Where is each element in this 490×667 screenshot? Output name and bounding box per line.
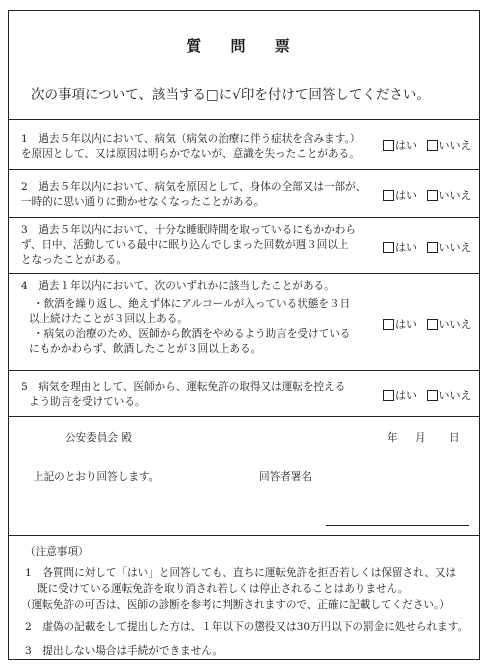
question-3-line-1: 3 過去５年以内において、十分な睡眠時間を取っているにもかかわら bbox=[21, 224, 356, 236]
question-1-no-label: いいえ bbox=[438, 139, 472, 152]
question-5-yes-checkbox[interactable] bbox=[383, 390, 394, 401]
question-2-no-checkbox[interactable] bbox=[427, 190, 438, 201]
question-2-text bbox=[21, 180, 377, 210]
statement-text: 上記のとおり回答します。 bbox=[33, 471, 160, 483]
signer-label: 回答者署名 bbox=[259, 471, 312, 483]
question-1-line-2: を原因として、又は原因は明らかでないが、意識を失ったことがある。 bbox=[21, 148, 360, 160]
question-5 bbox=[9, 370, 479, 416]
question-4-no-label: いいえ bbox=[438, 318, 472, 331]
date-day-label: 日 bbox=[449, 432, 460, 444]
questionnaire-form bbox=[8, 10, 480, 660]
question-1-choices bbox=[383, 137, 472, 153]
question-5-choices bbox=[383, 387, 472, 403]
question-5-no-checkbox[interactable] bbox=[427, 390, 438, 401]
addressee: 公安委員会 殿 bbox=[65, 432, 132, 444]
notes-heading: （注意事項） bbox=[25, 546, 89, 558]
question-2-yes-checkbox[interactable] bbox=[383, 190, 394, 201]
question-4-line-4: ・病気の治療のため、医師から飲酒をやめるよう助言を受けている bbox=[33, 328, 351, 340]
note-1-line-1: 1 各質問に対して「はい」と回答しても、直ちに運転免許を拒否若しくは保留され、又は bbox=[25, 567, 457, 579]
question-4-line-5: にもかかわらず、飲酒したことが３回以上ある。 bbox=[29, 343, 262, 355]
question-1-text bbox=[21, 132, 377, 162]
question-4-line-2: ・飲酒を繰り返し、絶えず体にアルコールが入っている状態を３日 bbox=[33, 298, 351, 310]
form-title: 質 問 票 bbox=[186, 37, 302, 55]
question-5-line-2: よう助言を受けている。 bbox=[29, 396, 146, 408]
question-2-line-1: 2 過去５年以内において、病気を原因として、身体の全部又は一部が、 bbox=[21, 181, 367, 193]
question-3-line-2: ず、日中、活動している最中に眠り込んでしまった回数が週３回以上 bbox=[21, 239, 349, 251]
question-1-yes-checkbox[interactable] bbox=[383, 140, 394, 151]
question-4 bbox=[9, 273, 479, 370]
question-1-yes-label: はい bbox=[395, 139, 417, 152]
question-4-choices bbox=[383, 316, 472, 332]
question-2-yes-label: はい bbox=[395, 189, 417, 202]
date-month-label: 月 bbox=[415, 432, 426, 444]
question-2-no-label: いいえ bbox=[438, 189, 472, 202]
question-3-yes-label: はい bbox=[395, 241, 417, 254]
question-5-no-label: いいえ bbox=[438, 389, 472, 402]
question-5-line-1: 5 病気を理由として、医師から、運転免許の取得又は運転を控える bbox=[21, 381, 346, 393]
note-2: 2 虚偽の記載をして提出した方は、１年以下の懲役又は30万円以下の罰金に処せられます。 bbox=[25, 621, 469, 633]
question-4-yes-checkbox[interactable] bbox=[383, 319, 394, 330]
notes-section bbox=[9, 535, 479, 662]
question-3-line-3: となったことがある。 bbox=[21, 254, 127, 266]
question-3-text bbox=[21, 223, 377, 268]
date-year-label: 年 bbox=[387, 432, 398, 444]
question-4-yes-label: はい bbox=[395, 318, 417, 331]
question-3-choices bbox=[383, 239, 472, 255]
question-5-text bbox=[21, 380, 377, 410]
question-2 bbox=[9, 169, 479, 217]
question-3-no-label: いいえ bbox=[438, 241, 472, 254]
question-1-line-1: 1 過去５年以内において、病気（病気の治療に伴う症状を含みます。） bbox=[21, 133, 361, 145]
question-4-text bbox=[21, 279, 377, 357]
question-5-yes-label: はい bbox=[395, 389, 417, 402]
question-2-choices bbox=[383, 187, 472, 203]
note-1-line-3: （運転免許の可否は、医師の診断を参考に判断されますので、正確に記載してください。） bbox=[21, 599, 450, 611]
note-1-line-2: 既に受けている運転免許を取り消され若しくは停止されることはありません。 bbox=[37, 583, 409, 595]
question-1-no-checkbox[interactable] bbox=[427, 140, 438, 151]
question-3-no-checkbox[interactable] bbox=[427, 242, 438, 253]
form-instruction: 次の事項について、該当する□に√印を付けて回答してください。 bbox=[31, 87, 430, 103]
question-4-line-1: 4 過去１年以内において、次のいずれかに該当したことがある。 bbox=[21, 280, 335, 292]
question-3-yes-checkbox[interactable] bbox=[383, 242, 394, 253]
question-4-no-checkbox[interactable] bbox=[427, 319, 438, 330]
question-3 bbox=[9, 217, 479, 273]
question-2-line-2: 一時的に思い通りに動かせなくなったことがある。 bbox=[21, 196, 265, 208]
question-1 bbox=[9, 119, 479, 169]
signature-section bbox=[9, 416, 479, 536]
question-4-line-3: 以上続けたことが３回以上ある。 bbox=[29, 313, 188, 325]
signature-line[interactable] bbox=[326, 525, 469, 526]
note-3: 3 提出しない場合は手続ができません。 bbox=[25, 645, 224, 657]
